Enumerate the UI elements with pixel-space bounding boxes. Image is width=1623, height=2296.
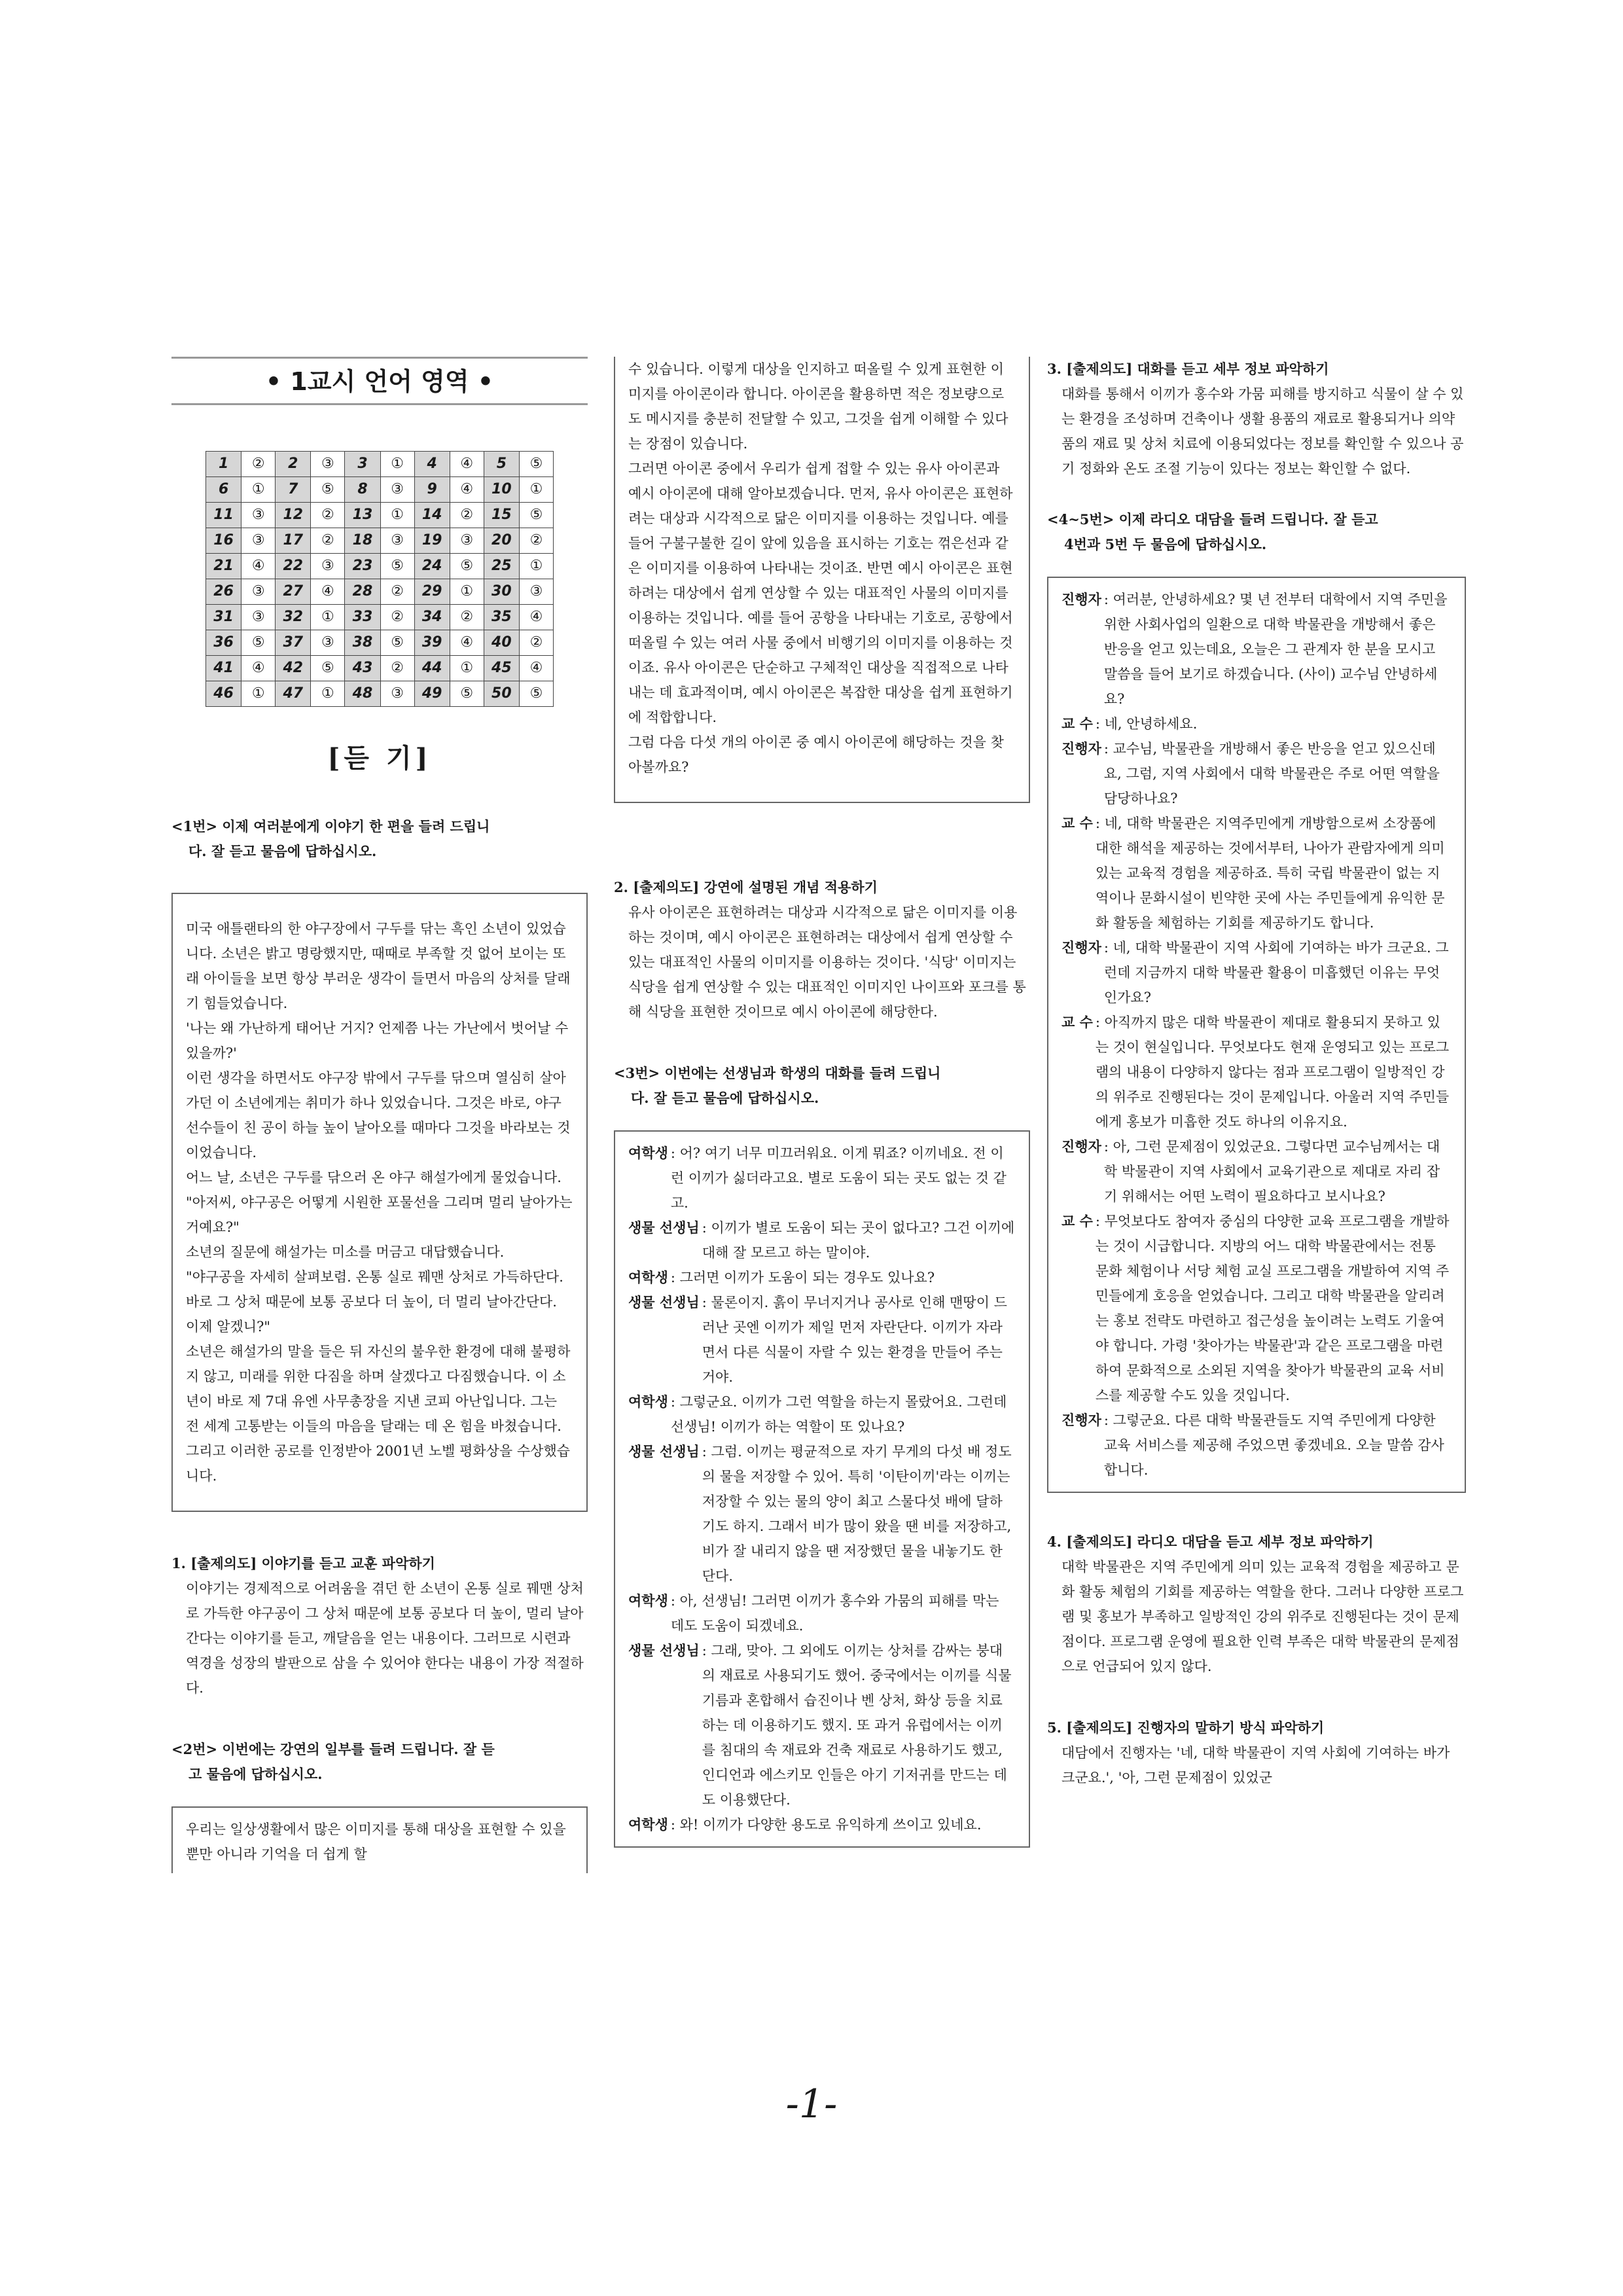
answer-choice: ④: [450, 630, 484, 656]
item-2-body: 유사 아이콘은 표현하려는 대상과 시각적으로 닮은 이미지를 이용하는 것이며, 예시 아이콘은 표현하려는 대상에서 쉽게 연상할 수 있는 대표적인 사물의 이미지를 이용하는 것이다. '식당' 이미지는 식당을 쉽게 연상할 수 있는 대표적인 이미지인 나이프와 포크를 통해 식당을 표현한 것이므로 예시 아이콘에 해당한다.: [628, 905, 1026, 1020]
speaker-label: 생물 선생님: [628, 1294, 700, 1310]
question-number: 16: [206, 528, 241, 554]
answer-choice: ①: [311, 605, 345, 630]
question-number: 27: [276, 579, 311, 605]
item-3-title: 3. [출제의도] 대화를 듣고 세부 정보 파악하기: [1047, 361, 1329, 377]
paragraph: 우리는 일상생활에서 많은 이미지를 통해 대상을 표현할 수 있을 뿐만 아니라 기억을 더 쉽게 할: [186, 1821, 566, 1862]
answer-choice: ③: [311, 630, 345, 656]
answer-choice: ②: [241, 452, 276, 477]
question-number: 32: [276, 605, 311, 630]
item-5-body: 대담에서 진행자는 '네, 대학 박물관이 지역 사회에 기여하는 바가 크군요.', '아, 그런 문제점이 있었군: [1061, 1745, 1450, 1785]
dialog-text: : 아, 선생님! 그러면 이끼가 홍수와 가뭄의 피해를 막는 데도 도움이 되겠네요.: [670, 1593, 999, 1634]
speaker-label: 여학생: [628, 1393, 668, 1410]
answer-choice: ③: [241, 528, 276, 554]
answer-choice: ②: [519, 630, 553, 656]
answer-choice: ②: [311, 503, 345, 528]
dialog-text: : 어? 여기 너무 미끄러워요. 이게 뭐죠? 이끼네요. 전 이런 이끼가 싫더라고요. 별로 도움이 되는 곳도 없는 것 같고.: [670, 1145, 1007, 1211]
dialog-line: [1061, 811, 1452, 935]
answer-choice: ①: [380, 503, 414, 528]
question-number: 33: [345, 605, 380, 630]
answer-choice: ④: [519, 656, 553, 681]
prompt-line: 고 물음에 답하십시오.: [188, 1766, 323, 1782]
answer-choice: ①: [380, 452, 414, 477]
dialog-line: [1061, 1209, 1452, 1408]
answer-choice: ①: [450, 656, 484, 681]
paragraph: 이런 생각을 하면서도 야구장 밖에서 구두를 닦으며 열심히 살아가던 이 소년에게는 취미가 하나 있었습니다. 그것은 바로, 야구 선수들이 친 공이 하늘 높이 날아오를 때마다 그것을 바라보는 것이었습니다.: [186, 1070, 571, 1160]
question-number: 31: [206, 605, 241, 630]
dialog-text: : 아, 그런 문제점이 있었군요. 그렇다면 교수님께서는 대학 박물관이 지역 사회에서 교육기관으로 제대로 자리 잡기 위해서는 어떤 노력이 필요하다고 보시나요?: [1103, 1139, 1440, 1204]
question-number: 28: [345, 579, 380, 605]
question-number: 43: [345, 656, 380, 681]
question-1-prompt: [171, 814, 588, 864]
question-number: 36: [206, 630, 241, 656]
dialog-line: [1061, 1134, 1452, 1209]
question-number: 47: [276, 681, 311, 707]
paragraph: 그럼 다음 다섯 개의 아이콘 중 예시 아이콘에 해당하는 것을 찾아볼까요?: [628, 734, 1004, 775]
dialog-line: [628, 1265, 1016, 1290]
question-2-prompt: [171, 1737, 588, 1787]
speaker-label: 여학생: [628, 1592, 668, 1609]
answer-choice: ①: [450, 579, 484, 605]
question-number: 6: [206, 477, 241, 503]
question-number: 25: [484, 554, 519, 579]
dialog-text: : 여러분, 안녕하세요? 몇 년 전부터 대학에서 지역 주민을 위한 사회사업의 일환으로 대학 박물관을 개방해서 좋은 반응을 얻고 있는데요, 오늘은 그 관계자 한 분을 모시고 말씀을 들어 보기로 하겠습니다. (사이) 교수님 안녕하세요?: [1103, 592, 1448, 707]
question-number: 23: [345, 554, 380, 579]
dialog-line: [628, 1812, 1016, 1837]
question-number: 5: [484, 452, 519, 477]
question-number: 26: [206, 579, 241, 605]
dialog-line: [1061, 587, 1452, 711]
answer-choice: ③: [241, 605, 276, 630]
question-number: 29: [414, 579, 450, 605]
answer-choice: ②: [450, 605, 484, 630]
answer-choice: ②: [380, 605, 414, 630]
question-number: 8: [345, 477, 380, 503]
answer-choice: ④: [450, 452, 484, 477]
question-number: 49: [414, 681, 450, 707]
answer-choice: ⑤: [311, 477, 345, 503]
answer-row: [206, 630, 554, 656]
speaker-label: 여학생: [628, 1816, 668, 1833]
question-3-prompt: [614, 1061, 1030, 1111]
dialog-line: [1061, 1010, 1452, 1134]
dialog-line: [628, 1215, 1016, 1265]
paragraph: 미국 애틀랜타의 한 야구장에서 구두를 닦는 흑인 소년이 있었습니다. 소년은 밝고 명랑했지만, 때때로 부족할 것 없어 보이는 또래 아이들을 보면 항상 부러운 생각이 들면서 마음의 상처를 달래기 힘들었습니다.: [186, 921, 571, 1011]
paragraph: 그러면 아이콘 중에서 우리가 쉽게 접할 수 있는 유사 아이콘과 예시 아이콘에 대해 알아보겠습니다. 먼저, 유사 아이콘은 표현하려는 대상과 시각적으로 닮은 이미지를 이용하는 것입니다. 예를 들어 구불구불한 길이 앞에 있음을 표시하는 기호는 꺾은선과 같은 이미지를 이용하여 나타내는 것이죠. 반면 예시 아이콘은 표현하려는 대상에서 쉽게 연상할 수 있는 대표적인 사물의 이미지를 이용하는 것입니다. 예를 들어 공항을 나타내는 기호로, 공항에서 떠올릴 수 있는 여러 사물 중에서 비행기의 이미지를 이용하는 것이죠. 유사 아이콘은 단순하고 구체적인 대상을 직접적으로 나타내는 데 효과적이며, 예시 아이콘은 복잡한 대상을 쉽게 표현하기에 적합합니다.: [628, 461, 1013, 725]
dialog-line: [1061, 711, 1452, 736]
answer-choice: ①: [311, 681, 345, 707]
answer-choice: ④: [450, 477, 484, 503]
answer-choice: ②: [311, 528, 345, 554]
answer-choice: ⑤: [241, 630, 276, 656]
question-number: 45: [484, 656, 519, 681]
answer-row: [206, 554, 554, 579]
column-right: [1047, 357, 1466, 1790]
paragraph: "아저씨, 야구공은 어떻게 시원한 포물선을 그리며 멀리 날아가는 거예요?": [186, 1194, 573, 1235]
dialog-text: : 교수님, 박물관을 개방해서 좋은 반응을 얻고 있으신데요, 그럼, 지역 사회에서 대학 박물관은 주로 어떤 역할을 담당하나요?: [1103, 741, 1440, 806]
prompt-line: <1번> 이제 여러분에게 이야기 한 편을 들려 드립니: [171, 818, 490, 834]
page-title: • 1교시 언어 영역 •: [171, 357, 588, 405]
question-2-script-box-cont: [614, 357, 1030, 803]
dialog-line: [628, 1290, 1016, 1390]
answer-choice: ④: [241, 656, 276, 681]
speaker-label: 생물 선생님: [628, 1443, 700, 1460]
dialog-line: [1061, 935, 1452, 1010]
dialog-text: : 그래, 맞아. 그 외에도 이끼는 상처를 감싸는 붕대의 재료로 사용되기도 했어. 중국에서는 이끼를 식물기름과 혼합해서 습진이나 벤 상처, 화상 등을 치료하는 데 이용하기도 했지. 또 과거 유럽에서는 이끼를 침대의 속 재료와 건축 재료로 사용하기도 했고, 인디언과 에스키모 인들은 아기 기저귀를 만드는 데도 이용했단다.: [702, 1643, 1012, 1808]
dialog-line: [1061, 736, 1452, 811]
item-3-body: 대화를 통해서 이끼가 홍수와 가뭄 피해를 방지하고 식물이 살 수 있는 환경을 조성하며 건축이나 생활 용품의 재료로 활용되거나 의약품의 재료 및 상처 치료에 이용되었다는 정보를 확인할 수 있으나 공기 정화와 온도 조절 기능이 있다는 정보는 확인할 수 없다.: [1061, 386, 1464, 476]
answer-choice: ③: [519, 579, 553, 605]
question-number: 13: [345, 503, 380, 528]
answer-row: [206, 528, 554, 554]
item-4-title: 4. [출제의도] 라디오 대담을 듣고 세부 정보 파악하기: [1047, 1534, 1374, 1550]
answer-table: [205, 451, 554, 707]
question-number: 44: [414, 656, 450, 681]
question-number: 4: [414, 452, 450, 477]
speaker-label: 생물 선생님: [628, 1642, 700, 1659]
paragraph: "야구공을 자세히 살펴보렴. 온통 실로 꿰맨 상처로 가득하단다. 바로 그 상처 때문에 보통 공보다 더 높이, 더 멀리 날아간단다. 이제 알겠니?": [186, 1269, 563, 1335]
question-2-script-box-start: [171, 1806, 588, 1873]
prompt-line: 4번과 5번 두 물음에 답하십시오.: [1064, 536, 1267, 552]
question-number: 21: [206, 554, 241, 579]
speaker-label: 진행자: [1061, 939, 1101, 956]
question-number: 9: [414, 477, 450, 503]
column-middle: [614, 357, 1030, 1848]
dialog-text: : 아직까지 많은 대학 박물관이 제대로 활용되지 못하고 있는 것이 현실입니다. 무엇보다도 현재 운영되고 있는 프로그램의 내용이 다양하지 않다는 점과 프로그램이 일방적인 강의 위주로 진행된다는 것이 문제입니다. 아울러 지역 주민들에게 홍보가 미흡한 것도 하나의 이유지요.: [1095, 1014, 1450, 1130]
prompt-line: <4~5번> 이제 라디오 대담을 들려 드립니다. 잘 듣고: [1047, 511, 1378, 528]
question-number: 38: [345, 630, 380, 656]
answer-row: [206, 503, 554, 528]
question-number: 17: [276, 528, 311, 554]
answer-choice: ⑤: [519, 452, 553, 477]
answer-row: [206, 605, 554, 630]
dialog-line: [1061, 1408, 1452, 1482]
question-number: 34: [414, 605, 450, 630]
speaker-label: 교 수: [1061, 715, 1093, 732]
speaker-label: 여학생: [628, 1269, 668, 1285]
dialog-line: [628, 1390, 1016, 1439]
answer-choice: ①: [241, 477, 276, 503]
question-1-script-box: [171, 893, 588, 1512]
question-number: 30: [484, 579, 519, 605]
speaker-label: 교 수: [1061, 1213, 1093, 1229]
paragraph: 소년의 질문에 해설가는 미소를 머금고 대답했습니다.: [186, 1244, 505, 1260]
paragraph: 소년은 해설가의 말을 들은 뒤 자신의 불우한 환경에 대해 불평하지 않고, 미래를 위한 다짐을 하며 살겠다고 다짐했습니다. 이 소년이 바로 제 7대 유엔 사무총장을 지낸 코피 아난입니다. 그는 전 세계 고통받는 이들의 마음을 달래는 데 온 힘을 바쳤습니다. 그리고 이러한 공로를 인정받아 2001년 노벨 평화상을 수상했습니다.: [186, 1344, 571, 1484]
dialog-text: : 그러면 이끼가 도움이 되는 경우도 있나요?: [670, 1270, 935, 1285]
question-number: 35: [484, 605, 519, 630]
dialog-text: : 이끼가 별로 도움이 되는 곳이 없다고? 그건 이끼에 대해 잘 모르고 하는 말이야.: [702, 1220, 1015, 1261]
answer-choice: ④: [241, 554, 276, 579]
prompt-line: 다. 잘 듣고 물음에 답하십시오.: [188, 843, 377, 859]
question-number: 37: [276, 630, 311, 656]
question-number: 2: [276, 452, 311, 477]
question-number: 7: [276, 477, 311, 503]
answer-choice: ⑤: [519, 503, 553, 528]
question-number: 24: [414, 554, 450, 579]
dialog-text: : 그럼. 이끼는 평균적으로 자기 무게의 다섯 배 정도의 물을 저장할 수 있어. 특히 '이탄이끼'라는 이끼는 저장할 수 있는 물의 양이 최고 스물다섯 배에 달하기도 하지. 그래서 비가 많이 왔을 땐 비를 저장하고, 비가 잘 내리지 않을 땐 저장했던 물을 내놓기도 한단다.: [702, 1444, 1012, 1584]
speaker-label: 진행자: [1061, 591, 1101, 607]
dialog-text: : 무엇보다도 참여자 중심의 다양한 교육 프로그램을 개발하는 것이 시급합니다. 지방의 어느 대학 박물관에서는 전통 문화 체험이나 서당 체험 교실 프로그램을 개발하여 지역 주민들에게 호응을 얻었습니다. 그리고 대학 박물관을 알리려는 홍보 전략도 마련하고 접근성을 높이려는 노력도 기울여야 합니다. 가령 '찾아가는 박물관'과 같은 프로그램을 마련하여 문화적으로 소외된 지역을 찾아가 박물관의 교육 서비스를 제공할 수도 있을 것입니다.: [1095, 1213, 1450, 1403]
item-1-body: 이야기는 경제적으로 어려움을 겪던 한 소년이 온통 실로 꿰맨 상처로 가득한 야구공이 그 상처 때문에 보통 공보다 더 높이, 멀리 날아간다는 이야기를 듣고, 깨달음을 얻는 내용이다. 그러므로 시련과 역경을 성장의 발판으로 삼을 수 있어야 한다는 내용이 가장 적절하다.: [186, 1581, 584, 1696]
answer-choice: ②: [380, 579, 414, 605]
question-number: 42: [276, 656, 311, 681]
question-number: 22: [276, 554, 311, 579]
answer-row: [206, 681, 554, 707]
dialog-text: : 와! 이끼가 다양한 용도로 유익하게 쓰이고 있네요.: [670, 1817, 982, 1833]
answer-choice: ⑤: [311, 656, 345, 681]
question-number: 41: [206, 656, 241, 681]
answer-row: [206, 452, 554, 477]
answer-choice: ③: [311, 452, 345, 477]
question-3-dialog-box: [614, 1130, 1030, 1848]
question-number: 20: [484, 528, 519, 554]
speaker-label: 진행자: [1061, 740, 1101, 757]
answer-choice: ③: [380, 477, 414, 503]
question-number: 14: [414, 503, 450, 528]
answer-choice: ③: [241, 579, 276, 605]
answer-choice: ⑤: [450, 681, 484, 707]
answer-choice: ③: [380, 528, 414, 554]
question-4-5-dialog-box: [1047, 577, 1466, 1493]
answer-row: [206, 477, 554, 503]
question-number: 10: [484, 477, 519, 503]
speaker-label: 교 수: [1061, 815, 1093, 831]
answer-choice: ③: [380, 681, 414, 707]
dialog-line: [628, 1638, 1016, 1812]
speaker-label: 여학생: [628, 1145, 668, 1161]
answer-choice: ④: [519, 605, 553, 630]
question-number: 18: [345, 528, 380, 554]
paragraph: 수 있습니다. 이렇게 대상을 인지하고 떠올릴 수 있게 표현한 이미지를 아이콘이라 합니다. 아이콘을 활용하면 적은 정보량으로도 메시지를 충분히 전달할 수 있고, 그것을 쉽게 이해할 수 있다는 장점이 있습니다.: [628, 361, 1008, 452]
answer-choice: ①: [519, 477, 553, 503]
dialog-text: : 네, 안녕하세요.: [1095, 716, 1198, 732]
answer-choice: ⑤: [380, 554, 414, 579]
dialog-text: : 그렇군요. 다른 대학 박물관들도 지역 주민에게 다양한 교육 서비스를 제공해 주었으면 좋겠네요. 오늘 말씀 감사합니다.: [1103, 1412, 1444, 1478]
prompt-line: <3번> 이번에는 선생님과 학생의 대화를 들려 드립니: [614, 1065, 941, 1081]
answer-choice: ②: [450, 503, 484, 528]
answer-choice: ⑤: [380, 630, 414, 656]
answer-choice: ①: [519, 554, 553, 579]
question-number: 19: [414, 528, 450, 554]
answer-choice: ③: [241, 503, 276, 528]
answer-choice: ⑤: [519, 681, 553, 707]
question-number: 50: [484, 681, 519, 707]
dialog-text: : 그렇군요. 이끼가 그런 역할을 하는지 몰랐어요. 그런데 선생님! 이끼가 하는 역할이 또 있나요?: [670, 1394, 1007, 1435]
speaker-label: 교 수: [1061, 1014, 1093, 1030]
question-number: 46: [206, 681, 241, 707]
question-number: 40: [484, 630, 519, 656]
prompt-line: <2번> 이번에는 강연의 일부를 들려 드립니다. 잘 듣: [171, 1741, 495, 1757]
answer-choice: ③: [450, 528, 484, 554]
paragraph: '나는 왜 가난하게 태어난 거지? 언제쯤 나는 가난에서 벗어날 수 있을까?': [186, 1020, 569, 1061]
dialog-line: [628, 1141, 1016, 1215]
speaker-label: 생물 선생님: [628, 1219, 700, 1236]
page-number: -1-: [785, 2081, 838, 2127]
prompt-line: 다. 잘 듣고 물음에 답하십시오.: [631, 1090, 819, 1106]
section-heading-listening: [듣 기]: [327, 743, 432, 774]
item-5-title: 5. [출제의도] 진행자의 말하기 방식 파악하기: [1047, 1719, 1325, 1736]
question-number: 12: [276, 503, 311, 528]
answer-choice: ②: [519, 528, 553, 554]
item-4-body: 대학 박물관은 지역 주민에게 의미 있는 교육적 경험을 제공하고 문화 활동 체험의 기회를 제공하는 역할을 한다. 그러나 다양한 프로그램 및 홍보가 부족하고 일방적인 강의 위주로 진행된다는 것이 문제점이다. 프로그램 운영에 필요한 인력 부족은 대학 박물관의 문제점으로 언급되어 있지 않다.: [1061, 1559, 1464, 1674]
speaker-label: 진행자: [1061, 1412, 1101, 1428]
speaker-label: 진행자: [1061, 1138, 1101, 1155]
question-number: 15: [484, 503, 519, 528]
question-number: 11: [206, 503, 241, 528]
paragraph: 어느 날, 소년은 구두를 닦으러 온 야구 해설가에게 물었습니다.: [186, 1170, 562, 1185]
question-4-5-prompt: [1047, 507, 1466, 557]
answer-row: [206, 656, 554, 681]
question-number: 1: [206, 452, 241, 477]
item-2-title: 2. [출제의도] 강연에 설명된 개념 적용하기: [614, 879, 878, 895]
dialog-line: [628, 1588, 1016, 1638]
question-number: 48: [345, 681, 380, 707]
dialog-text: : 네, 대학 박물관이 지역 사회에 기여하는 바가 크군요. 그런데 지금까지 대학 박물관 활용이 미흡했던 이유는 무엇인가요?: [1103, 940, 1449, 1005]
question-number: 3: [345, 452, 380, 477]
answer-row: [206, 579, 554, 605]
answer-choice: ①: [241, 681, 276, 707]
dialog-text: : 물론이지. 흙이 무너지거나 공사로 인해 맨땅이 드러난 곳엔 이끼가 제일 먼저 자란단다. 이끼가 자라면서 다른 식물이 자랄 수 있는 환경을 만들어 주는 거야.: [702, 1295, 1007, 1385]
answer-choice: ②: [380, 656, 414, 681]
answer-choice: ④: [311, 579, 345, 605]
answer-choice: ⑤: [450, 554, 484, 579]
answer-choice: ③: [311, 554, 345, 579]
question-number: 39: [414, 630, 450, 656]
dialog-line: [628, 1439, 1016, 1588]
item-1-title: 1. [출제의도] 이야기를 듣고 교훈 파악하기: [171, 1555, 435, 1571]
column-left: [171, 357, 588, 1873]
dialog-text: : 네, 대학 박물관은 지역주민에게 개방함으로써 소장품에 대한 해석을 제공하는 것에서부터, 나아가 관람자에게 의미 있는 교육적 경험을 제공하죠. 특히 국립 박물관이 없는 지역이나 문화시설이 빈약한 곳에 사는 주민들에게 유익한 문화 활동을 체험하는 기회를 제공하기도 합니다.: [1095, 816, 1445, 931]
